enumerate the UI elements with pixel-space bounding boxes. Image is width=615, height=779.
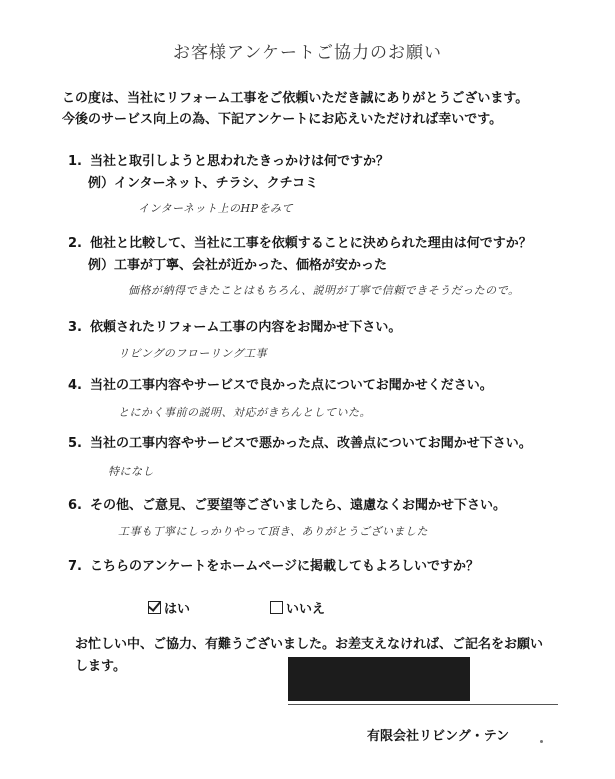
question-text: 当社の工事内容やサービスで悪かった点、改善点についてお聞かせ下さい。	[90, 436, 532, 451]
question-7	[68, 555, 479, 574]
intro-line: この度は、当社にリフォーム工事をご依頼いただき誠にありがとうございます。	[62, 91, 529, 106]
question-1-answer: インターネット上のHPをみて	[138, 202, 294, 215]
option-yes-label: はい	[164, 602, 191, 617]
scan-speck	[540, 740, 543, 743]
option-yes[interactable]	[148, 598, 190, 617]
signature-line	[288, 704, 558, 705]
redacted-signature	[288, 657, 470, 701]
intro-text	[62, 88, 528, 130]
company-name: 有限会社リビング・テン	[367, 729, 510, 744]
question-4-answer: とにかく事前の説明、対応がきちんとしていた。	[118, 406, 371, 419]
document-title: お客様アンケートご協力のお願い	[173, 43, 442, 63]
question-1	[68, 150, 389, 169]
question-number: 4.	[68, 378, 82, 393]
checkbox-checked-icon[interactable]	[148, 601, 161, 614]
question-5-answer: 特になし	[108, 465, 154, 478]
question-2-example: 例）工事が丁寧、会社が近かった、価格が安かった	[88, 258, 388, 273]
question-2-answer: 価格が納得できたことはもちろん、説明が丁寧で信頼できそうだったので。	[128, 284, 520, 297]
question-6	[68, 494, 506, 513]
question-3-answer: リビングのフローリング工事	[118, 347, 268, 360]
question-3	[68, 316, 401, 335]
question-text: 当社の工事内容やサービスで良かった点についてお聞かせください。	[90, 378, 493, 393]
question-number: 6.	[68, 498, 82, 513]
question-number: 5.	[68, 436, 82, 451]
question-5	[68, 432, 532, 451]
intro-line: 今後のサービス向上の為、下記アンケートにお応えいただければ幸いです。	[62, 112, 503, 127]
question-text: 他社と比較して、当社に工事を依頼することに決められた理由は何ですか？	[90, 236, 532, 251]
question-text: 依頼されたリフォーム工事の内容をお聞かせ下さい。	[90, 320, 402, 335]
question-text: こちらのアンケートをホームページに掲載してもよろしいですか？	[90, 559, 479, 574]
question-6-answer: 工事も丁寧にしっかりやって頂き、ありがとうございました	[118, 525, 429, 538]
closing-text: お忙しい中、ご協力、有難うございました。お差支えなければ、ご記名をお願いします。	[75, 637, 544, 674]
question-2	[68, 232, 532, 251]
option-no-label: いいえ	[286, 602, 326, 617]
question-number: 3.	[68, 320, 82, 335]
question-1-example: 例）インターネット、チラシ、クチコミ	[88, 176, 319, 191]
question-text: 当社と取引しようと思われたきっかけは何ですか？	[90, 154, 390, 169]
question-number: 1.	[68, 154, 82, 169]
checkbox-empty-icon[interactable]	[270, 601, 283, 614]
question-number: 7.	[68, 559, 82, 574]
question-text: その他、ご意見、ご要望等ございましたら、遠慮なくお聞かせ下さい。	[90, 498, 507, 513]
option-no[interactable]	[270, 598, 325, 617]
question-number: 2.	[68, 236, 82, 251]
question-4	[68, 374, 493, 393]
